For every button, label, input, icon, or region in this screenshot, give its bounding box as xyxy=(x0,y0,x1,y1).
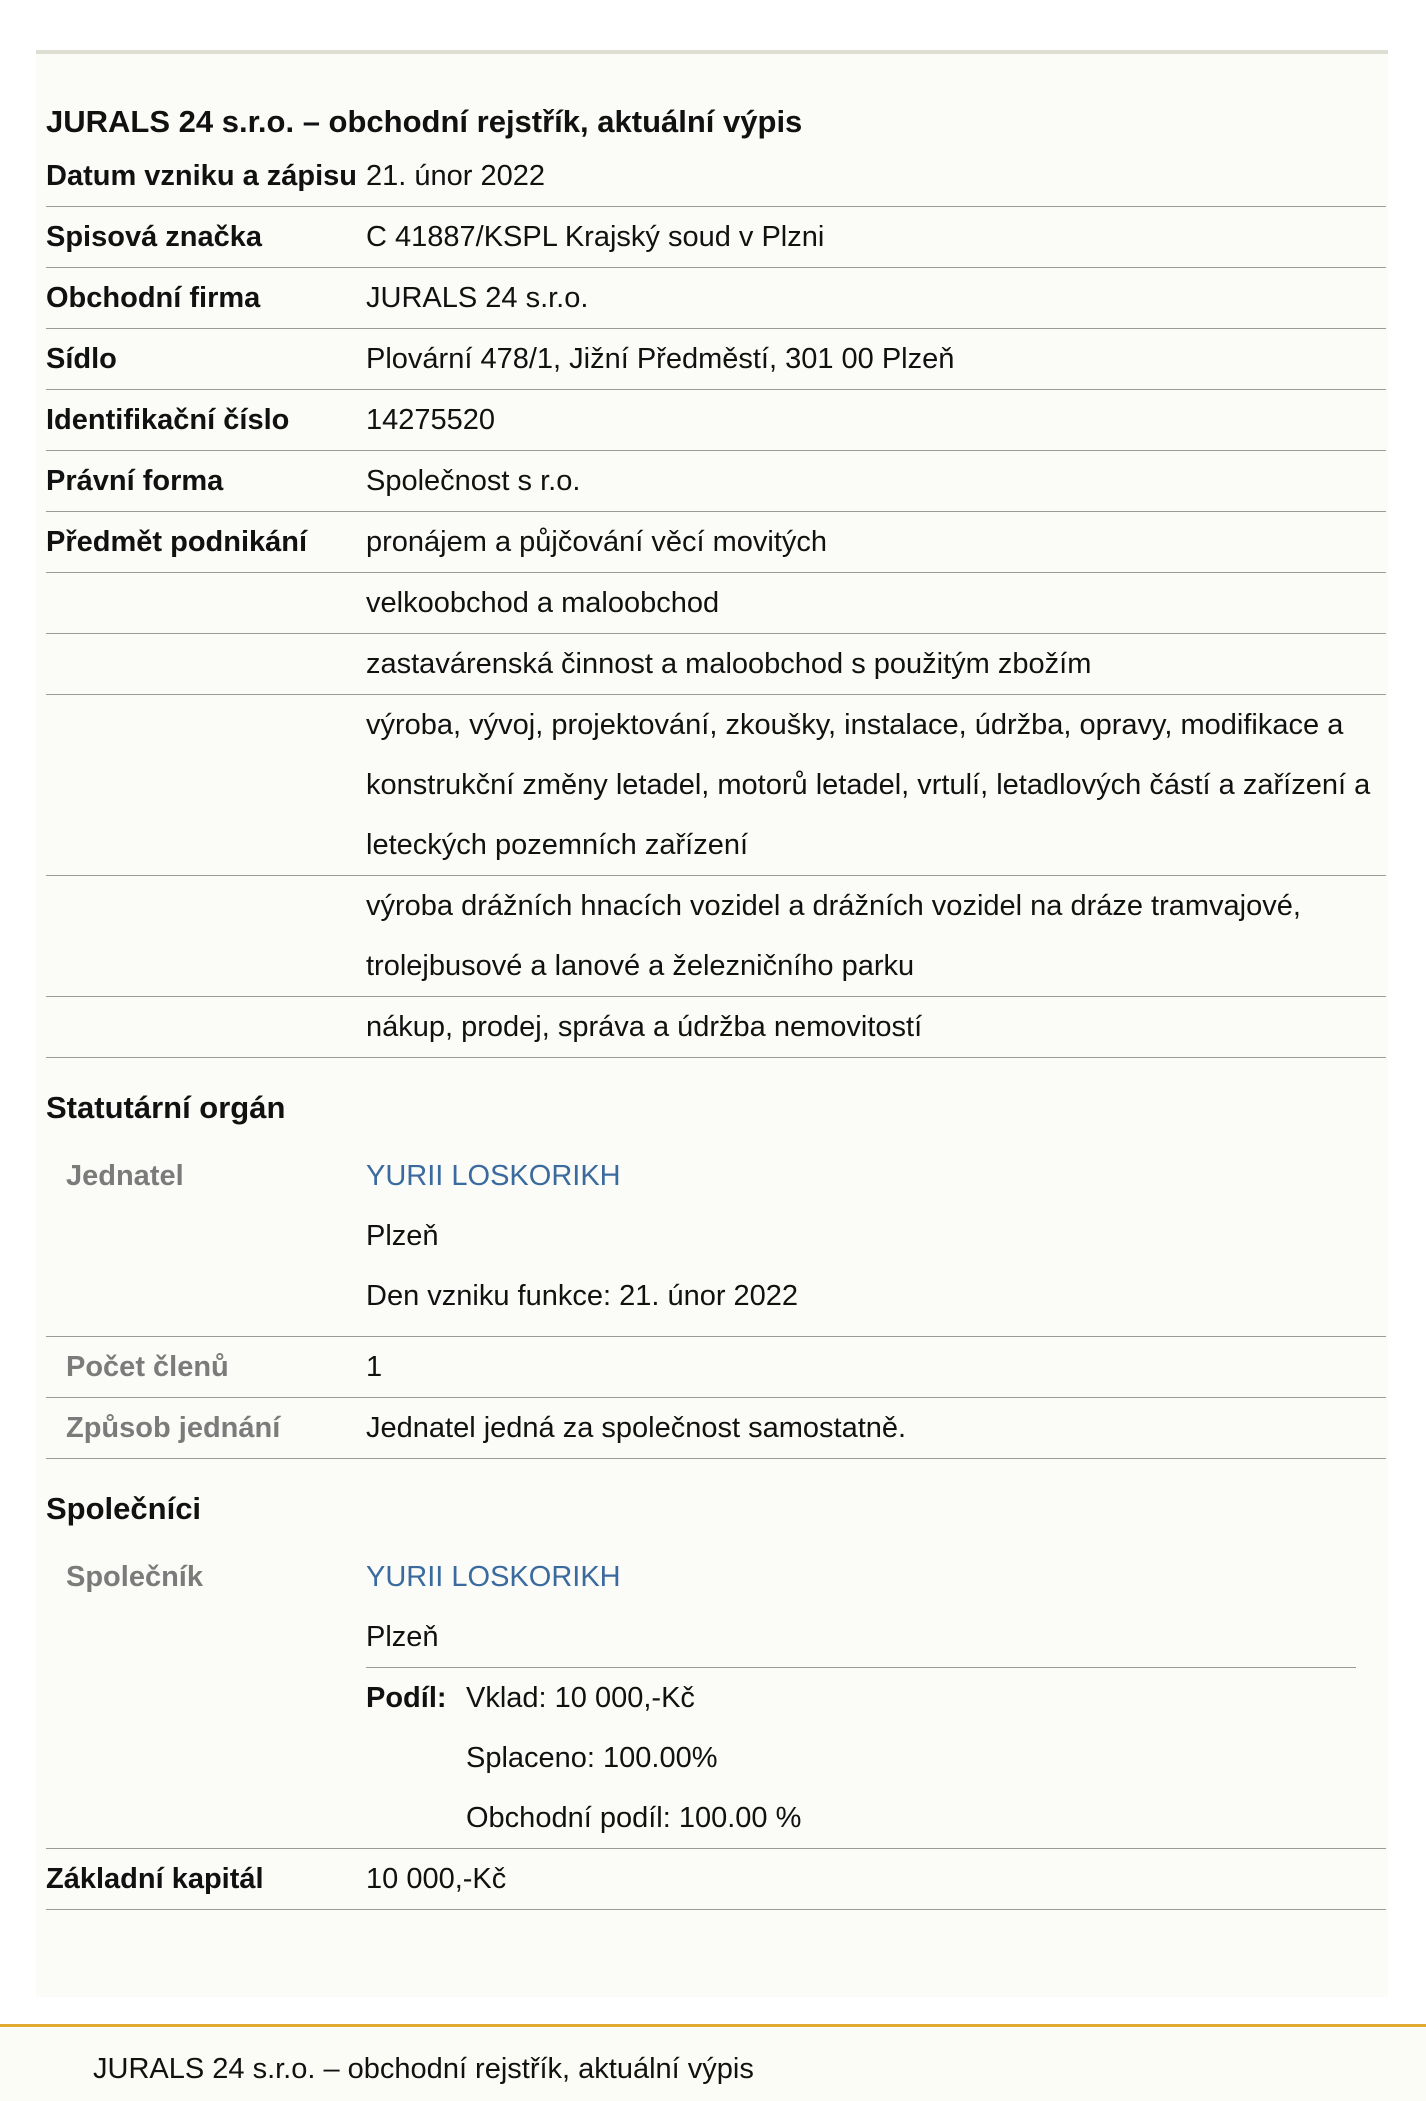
row-kapital xyxy=(46,1849,1386,1910)
row-forma xyxy=(46,451,1386,512)
value-predmet-5: nákup, prodej, správa a údržba nemovitostí xyxy=(366,997,1386,1058)
spolecnik-city: Plzeň xyxy=(366,1621,439,1653)
spolecnik-name-link[interactable]: YURII LOSKORIKH xyxy=(366,1561,621,1593)
value-predmet-1: velkoobchod a maloobchod xyxy=(366,573,1386,634)
row-predmet-1 xyxy=(46,573,1386,634)
row-sidlo xyxy=(46,329,1386,390)
podil-vklad: Vklad: 10 000,-Kč xyxy=(466,1682,695,1714)
footer-title: JURALS 24 s.r.o. – obchodní rejstřík, aktuální výpis xyxy=(93,2053,754,2085)
jednatel-name-link[interactable]: YURII LOSKORIKH xyxy=(366,1160,621,1192)
row-predmet-3 xyxy=(46,695,1386,876)
row-predmet-2 xyxy=(46,634,1386,695)
value-predmet-2: zastavárenská činnost a maloobchod s použitým zbožím xyxy=(366,634,1386,695)
value-firma: JURALS 24 s.r.o. xyxy=(366,268,1386,329)
podil-label: Podíl: xyxy=(366,1682,447,1714)
label-spolecnik: Společník xyxy=(46,1547,366,1849)
value-kapital: 10 000,-Kč xyxy=(366,1849,1386,1910)
label-sidlo: Sídlo xyxy=(46,329,366,390)
podil-block xyxy=(366,1667,1356,1848)
row-spisova xyxy=(46,207,1386,268)
value-zpusob: Jednatel jedná za společnost samostatně. xyxy=(366,1398,1386,1459)
row-ico xyxy=(46,390,1386,451)
jednatel-city: Plzeň xyxy=(366,1220,439,1252)
row-firma xyxy=(46,268,1386,329)
label-ico: Identifikační číslo xyxy=(46,390,366,451)
section-heading-statutarni: Statutární orgán xyxy=(46,1090,286,1125)
value-ico: 14275520 xyxy=(366,390,1386,451)
podil-obchodni: Obchodní podíl: 100.00 % xyxy=(466,1802,802,1834)
label-datum: Datum vzniku a zápisu xyxy=(46,146,366,207)
label-firma: Obchodní firma xyxy=(46,268,366,329)
label-kapital: Základní kapitál xyxy=(46,1849,366,1910)
value-datum: 21. únor 2022 xyxy=(366,146,1386,207)
register-content xyxy=(46,100,1386,1910)
value-forma: Společnost s r.o. xyxy=(366,451,1386,512)
value-sidlo: Plovární 478/1, Jižní Předměstí, 301 00 Plzeň xyxy=(366,329,1386,390)
row-spolecnici-heading xyxy=(46,1459,1386,1548)
register-card xyxy=(36,50,1388,1997)
row-pocet xyxy=(46,1337,1386,1398)
row-zpusob xyxy=(46,1398,1386,1459)
label-predmet: Předmět podnikání xyxy=(46,512,366,573)
podil-splaceno: Splaceno: 100.00% xyxy=(466,1742,718,1774)
register-table xyxy=(46,146,1386,1910)
label-pocet: Počet členů xyxy=(46,1337,366,1398)
section-heading-spolecnici: Společníci xyxy=(46,1491,202,1526)
row-spolecnik xyxy=(46,1547,1386,1849)
row-predmet-0 xyxy=(46,512,1386,573)
value-predmet-4: výroba drážních hnacích vozidel a drážních vozidel na dráze tramvajové, trolejbusové a lanové a železničního parku xyxy=(366,876,1386,997)
row-statutarni-heading xyxy=(46,1058,1386,1147)
label-jednatel: Jednatel xyxy=(46,1146,366,1337)
row-jednatel xyxy=(46,1146,1386,1337)
value-pocet: 1 xyxy=(366,1337,1386,1398)
row-predmet-4 xyxy=(46,876,1386,997)
value-spisova: C 41887/KSPL Krajský soud v Plzni xyxy=(366,207,1386,268)
value-predmet-3: výroba, vývoj, projektování, zkoušky, instalace, údržba, opravy, modifikace a konstrukční změny letadel, motorů letadel, vrtulí, letadlových částí a zařízení a leteckých pozemních zařízení xyxy=(366,695,1386,876)
page-footer xyxy=(0,2024,1426,2101)
label-zpusob: Způsob jednání xyxy=(46,1398,366,1459)
label-spisova: Spisová značka xyxy=(46,207,366,268)
value-predmet-0: pronájem a půjčování věcí movitých xyxy=(366,512,1386,573)
row-datum xyxy=(46,146,1386,207)
label-forma: Právní forma xyxy=(46,451,366,512)
page-title: JURALS 24 s.r.o. – obchodní rejstřík, aktuální výpis xyxy=(46,104,803,139)
row-predmet-5 xyxy=(46,997,1386,1058)
jednatel-since: Den vzniku funkce: 21. únor 2022 xyxy=(366,1280,799,1312)
